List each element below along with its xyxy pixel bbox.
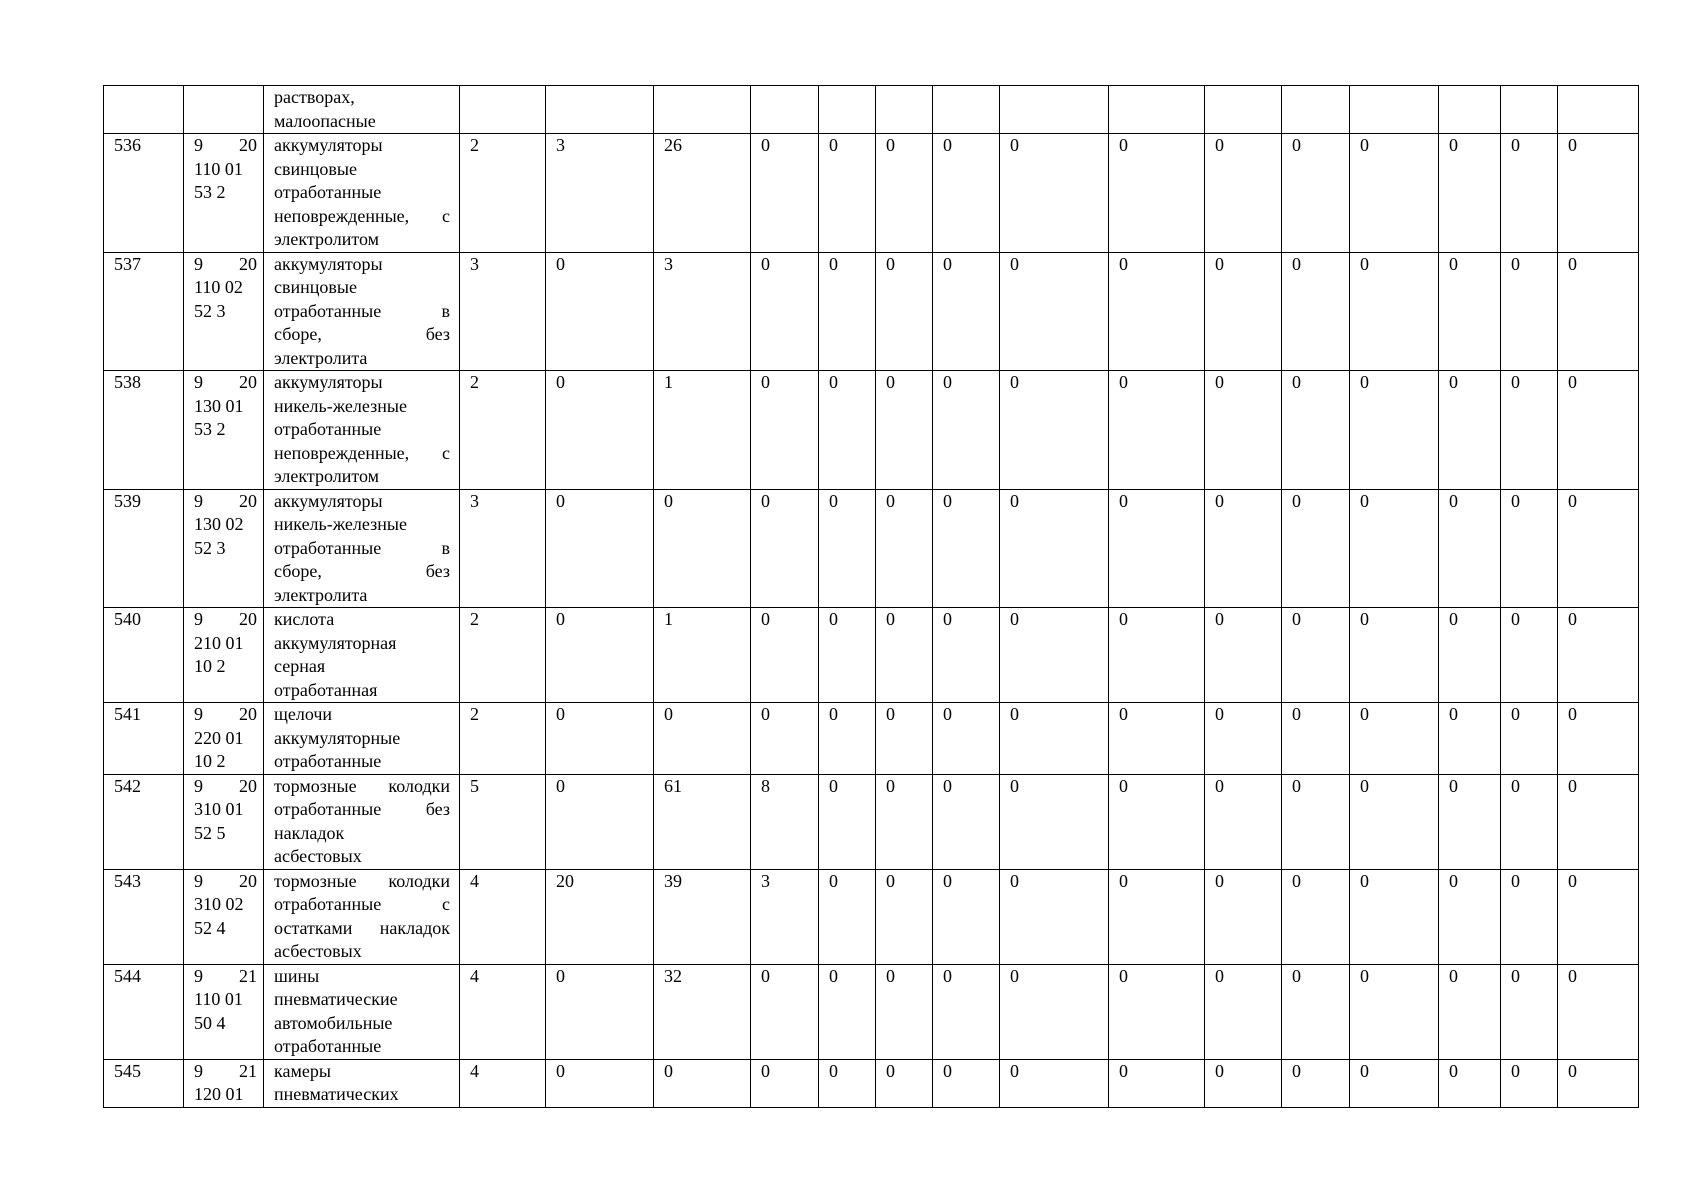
value-cell: 0 [1109,1059,1205,1107]
value-cell: 0 [1501,703,1558,775]
value-cell: 0 [819,134,876,253]
waste-name-line: отработанные [274,182,382,202]
value-cell: 0 [1439,608,1501,703]
value-cell: 0 [1350,964,1439,1059]
value-cell: 0 [751,134,819,253]
waste-name-line: кислота [274,609,335,629]
value-cell: 0 [1350,489,1439,608]
value-cell: 0 [1439,489,1501,608]
value-cell: 0 [1282,608,1350,703]
waste-name-cell [264,489,460,608]
table-row [104,869,1639,964]
value-cell: 0 [1282,774,1350,869]
waste-code-line: 120 01 [194,1084,244,1104]
waste-code-line: 9 21 [194,1060,257,1081]
value-cell [1282,86,1350,134]
value-cell: 0 [1109,608,1205,703]
waste-name-line: отработанные в [274,300,450,321]
value-cell: 4 [460,869,546,964]
waste-name-line: аккумуляторы [274,135,383,155]
waste-code-line: 110 02 [194,277,243,297]
table-row [104,964,1639,1059]
value-cell: 0 [1000,252,1109,371]
row-number-cell: 539 [104,489,184,608]
value-cell: 0 [546,371,654,490]
value-cell: 0 [1000,608,1109,703]
waste-code-line: 9 20 [194,609,257,629]
value-cell: 39 [654,869,751,964]
waste-code-line: 310 01 [194,799,244,819]
row-number-cell: 537 [104,252,184,371]
waste-name-line: отработанные [274,751,382,771]
value-cell: 0 [1109,134,1205,253]
waste-code-line: 53 2 [194,182,226,202]
value-cell: 0 [1282,1059,1350,1107]
value-cell: 0 [751,964,819,1059]
waste-name-line: аккумуляторные [274,727,401,748]
value-cell: 0 [819,869,876,964]
row-number-cell: 544 [104,964,184,1059]
value-cell [1350,86,1439,134]
waste-code-line: 110 01 [194,158,243,179]
row-number-cell: 542 [104,774,184,869]
waste-name-line: отработанные с [274,894,450,914]
value-cell: 26 [654,134,751,253]
row-number-cell: 540 [104,608,184,703]
value-cell [1439,86,1501,134]
value-cell: 0 [1282,252,1350,371]
value-cell: 0 [546,703,654,775]
waste-code-line: 52 5 [194,822,226,843]
waste-name-line: аккумуляторы [274,490,383,511]
waste-code-line: 10 2 [194,656,226,676]
value-cell: 0 [751,371,819,490]
value-cell: 0 [1282,134,1350,253]
waste-code-line: 10 2 [194,751,226,771]
value-cell: 0 [1501,774,1558,869]
value-cell: 0 [876,489,933,608]
value-cell: 0 [1501,608,1558,703]
value-cell: 0 [819,371,876,490]
value-cell: 0 [1501,489,1558,608]
value-cell: 0 [1350,703,1439,775]
value-cell: 20 [546,869,654,964]
waste-name-cell [264,608,460,703]
waste-name-line: шины [274,965,320,986]
table-row [104,703,1639,775]
value-cell: 0 [1501,1059,1558,1107]
value-cell: 0 [1109,489,1205,608]
value-cell: 0 [1439,252,1501,371]
waste-name-line: пневматические [274,989,398,1009]
waste-table [103,85,1639,1108]
value-cell: 0 [1109,774,1205,869]
waste-code-line: 53 2 [194,419,226,439]
value-cell: 0 [1501,134,1558,253]
value-cell: 0 [1558,869,1639,964]
waste-code-line: 9 20 [194,775,257,796]
value-cell: 0 [546,964,654,1059]
waste-name-line: электролитом [274,229,380,249]
waste-name-line: электролита [274,347,368,368]
value-cell: 0 [1109,703,1205,775]
waste-code-line: 220 01 [194,727,244,748]
value-cell [1000,86,1109,134]
value-cell: 0 [1439,774,1501,869]
value-cell: 0 [876,703,933,775]
value-cell: 0 [546,1059,654,1107]
value-cell: 0 [1000,869,1109,964]
table-row [104,86,1639,134]
value-cell: 0 [876,869,933,964]
waste-name-line: тормозные колодки [274,775,450,796]
value-cell [876,86,933,134]
value-cell: 2 [460,134,546,253]
value-cell: 0 [1558,252,1639,371]
waste-code-line: 9 20 [194,870,257,891]
value-cell: 0 [1205,134,1282,253]
waste-name-line: серная [274,656,326,676]
table-row [104,134,1639,253]
value-cell: 0 [876,252,933,371]
waste-code-cell [184,252,264,371]
waste-name-line: растворах, [274,87,355,107]
value-cell: 0 [1205,1059,1282,1107]
value-cell: 3 [654,252,751,371]
waste-code-cell [184,489,264,608]
value-cell: 0 [1439,964,1501,1059]
value-cell: 0 [1000,134,1109,253]
value-cell: 0 [1282,869,1350,964]
waste-name-line: аккумуляторы [274,372,383,392]
waste-name-line: никель-железные [274,395,407,416]
value-cell: 0 [1000,489,1109,608]
value-cell: 0 [819,608,876,703]
row-number-cell: 545 [104,1059,184,1107]
value-cell: 4 [460,964,546,1059]
waste-name-line: остатками накладок [274,917,450,938]
waste-name-line: накладок [274,822,345,843]
waste-name-line: сборе, без [274,561,450,581]
waste-name-line: автомобильные [274,1012,393,1033]
value-cell [1501,86,1558,134]
row-number-cell: 543 [104,869,184,964]
value-cell [1109,86,1205,134]
value-cell: 0 [876,371,933,490]
value-cell: 5 [460,774,546,869]
waste-name-line: отработанные [274,419,382,439]
value-cell: 0 [1350,608,1439,703]
value-cell: 0 [933,608,1000,703]
table-row [104,252,1639,371]
value-cell: 0 [1501,964,1558,1059]
value-cell: 0 [876,608,933,703]
waste-code-cell [184,371,264,490]
value-cell: 0 [1439,869,1501,964]
waste-code-cell [184,774,264,869]
waste-name-line: отработанные в [274,537,450,558]
waste-name-line: сборе, без [274,324,450,344]
value-cell: 0 [1205,489,1282,608]
value-cell: 0 [751,608,819,703]
waste-code-line: 52 3 [194,300,226,321]
value-cell: 0 [819,774,876,869]
value-cell: 0 [1109,371,1205,490]
waste-code-line: 52 3 [194,537,226,558]
waste-name-cell [264,252,460,371]
waste-name-line: свинцовые [274,158,357,179]
value-cell [819,86,876,134]
value-cell: 0 [1350,134,1439,253]
waste-name-line: отработанные [274,1036,382,1056]
row-number-cell: 538 [104,371,184,490]
waste-name-line: малоопасные [274,110,376,131]
value-cell: 0 [654,703,751,775]
waste-name-line: аккумуляторная [274,632,397,653]
value-cell: 0 [1109,869,1205,964]
waste-name-line: аккумуляторы [274,253,383,274]
value-cell: 0 [1558,703,1639,775]
row-number-cell [104,86,184,134]
row-number-cell: 541 [104,703,184,775]
value-cell: 3 [460,489,546,608]
value-cell: 2 [460,608,546,703]
waste-code-cell [184,134,264,253]
value-cell: 0 [1282,489,1350,608]
value-cell: 0 [1350,869,1439,964]
value-cell: 0 [819,489,876,608]
waste-code-line: 130 02 [194,514,244,534]
value-cell: 0 [933,964,1000,1059]
waste-code-line: 210 01 [194,632,244,653]
value-cell: 3 [460,252,546,371]
value-cell: 2 [460,703,546,775]
value-cell: 0 [1205,964,1282,1059]
waste-name-cell [264,964,460,1059]
value-cell: 61 [654,774,751,869]
value-cell: 0 [876,774,933,869]
value-cell: 0 [1439,1059,1501,1107]
waste-name-cell [264,86,460,134]
value-cell [460,86,546,134]
waste-name-cell [264,371,460,490]
value-cell: 0 [933,1059,1000,1107]
value-cell: 0 [933,703,1000,775]
value-cell: 0 [1205,703,1282,775]
waste-code-line: 9 20 [194,135,257,155]
waste-code-line: 50 4 [194,1012,226,1033]
value-cell: 0 [1501,252,1558,371]
waste-name-line: электролита [274,584,368,605]
waste-name-line: отработанные без [274,799,450,819]
waste-name-line: свинцовые [274,277,357,297]
value-cell: 0 [751,1059,819,1107]
value-cell: 0 [1109,964,1205,1059]
value-cell: 0 [546,774,654,869]
value-cell: 0 [546,489,654,608]
waste-name-line: асбестовых [274,941,362,961]
waste-code-line: 9 21 [194,965,257,986]
value-cell: 0 [1000,703,1109,775]
waste-name-cell [264,703,460,775]
value-cell: 0 [1558,134,1639,253]
value-cell [654,86,751,134]
waste-name-cell [264,869,460,964]
value-cell: 0 [1350,1059,1439,1107]
waste-code-line: 9 20 [194,490,257,511]
value-cell: 0 [1558,371,1639,490]
waste-name-line: тормозные колодки [274,870,450,891]
table-row [104,489,1639,608]
value-cell: 0 [933,134,1000,253]
waste-code-line: 130 01 [194,395,244,416]
value-cell: 0 [1501,371,1558,490]
value-cell: 0 [1558,774,1639,869]
waste-code-line: 9 20 [194,372,257,392]
value-cell: 4 [460,1059,546,1107]
value-cell: 0 [1501,869,1558,964]
value-cell: 0 [1205,252,1282,371]
waste-code-cell [184,964,264,1059]
value-cell: 0 [1350,252,1439,371]
waste-name-line: асбестовых [274,846,362,866]
value-cell: 2 [460,371,546,490]
waste-code-line: 9 20 [194,704,257,724]
value-cell: 0 [933,774,1000,869]
value-cell: 0 [933,371,1000,490]
value-cell: 0 [876,1059,933,1107]
value-cell: 0 [819,703,876,775]
waste-code-cell [184,608,264,703]
value-cell: 0 [933,252,1000,371]
value-cell [546,86,654,134]
value-cell: 0 [1205,608,1282,703]
waste-code-line: 9 20 [194,253,257,274]
waste-code-line: 310 02 [194,894,244,914]
waste-code-cell [184,1059,264,1107]
value-cell: 3 [546,134,654,253]
value-cell: 0 [1439,134,1501,253]
waste-name-cell [264,134,460,253]
value-cell: 8 [751,774,819,869]
value-cell: 1 [654,371,751,490]
value-cell: 0 [1205,774,1282,869]
row-number-cell: 536 [104,134,184,253]
value-cell [1558,86,1639,134]
waste-name-line: никель-железные [274,514,407,534]
value-cell: 0 [1205,371,1282,490]
value-cell: 0 [876,964,933,1059]
value-cell: 0 [1000,774,1109,869]
waste-code-line: 52 4 [194,917,226,938]
waste-code-cell [184,703,264,775]
value-cell: 0 [1282,964,1350,1059]
value-cell: 0 [1109,252,1205,371]
value-cell: 0 [1439,703,1501,775]
value-cell: 0 [1558,489,1639,608]
value-cell: 0 [1350,371,1439,490]
value-cell: 0 [819,252,876,371]
value-cell: 0 [1000,371,1109,490]
value-cell: 0 [819,964,876,1059]
value-cell: 0 [1558,1059,1639,1107]
waste-name-line: камеры [274,1060,331,1081]
value-cell: 0 [876,134,933,253]
table-row [104,1059,1639,1107]
table-row [104,608,1639,703]
waste-name-line: неповрежденные, с [274,205,450,226]
value-cell: 0 [1558,964,1639,1059]
value-cell [933,86,1000,134]
value-cell [1205,86,1282,134]
value-cell: 0 [751,489,819,608]
value-cell: 0 [1350,774,1439,869]
value-cell: 3 [751,869,819,964]
value-cell: 0 [1205,869,1282,964]
value-cell: 0 [933,489,1000,608]
value-cell: 32 [654,964,751,1059]
value-cell: 0 [751,252,819,371]
value-cell: 1 [654,608,751,703]
value-cell: 0 [546,252,654,371]
waste-code-line: 110 01 [194,989,243,1009]
value-cell: 0 [751,703,819,775]
waste-name-cell [264,774,460,869]
value-cell: 0 [933,869,1000,964]
waste-code-cell [184,86,264,134]
value-cell: 0 [1282,703,1350,775]
waste-code-cell [184,869,264,964]
waste-name-line: неповрежденные, с [274,442,450,463]
value-cell: 0 [1558,608,1639,703]
value-cell: 0 [1000,964,1109,1059]
table-row [104,371,1639,490]
waste-name-cell [264,1059,460,1107]
waste-name-line: щелочи [274,704,333,724]
waste-name-line: пневматических [274,1084,399,1104]
value-cell: 0 [1439,371,1501,490]
value-cell: 0 [654,489,751,608]
value-cell: 0 [1000,1059,1109,1107]
value-cell: 0 [1282,371,1350,490]
value-cell [751,86,819,134]
value-cell: 0 [819,1059,876,1107]
table-row [104,774,1639,869]
value-cell: 0 [546,608,654,703]
waste-name-line: электролитом [274,466,380,486]
value-cell: 0 [654,1059,751,1107]
waste-name-line: отработанная [274,679,378,700]
